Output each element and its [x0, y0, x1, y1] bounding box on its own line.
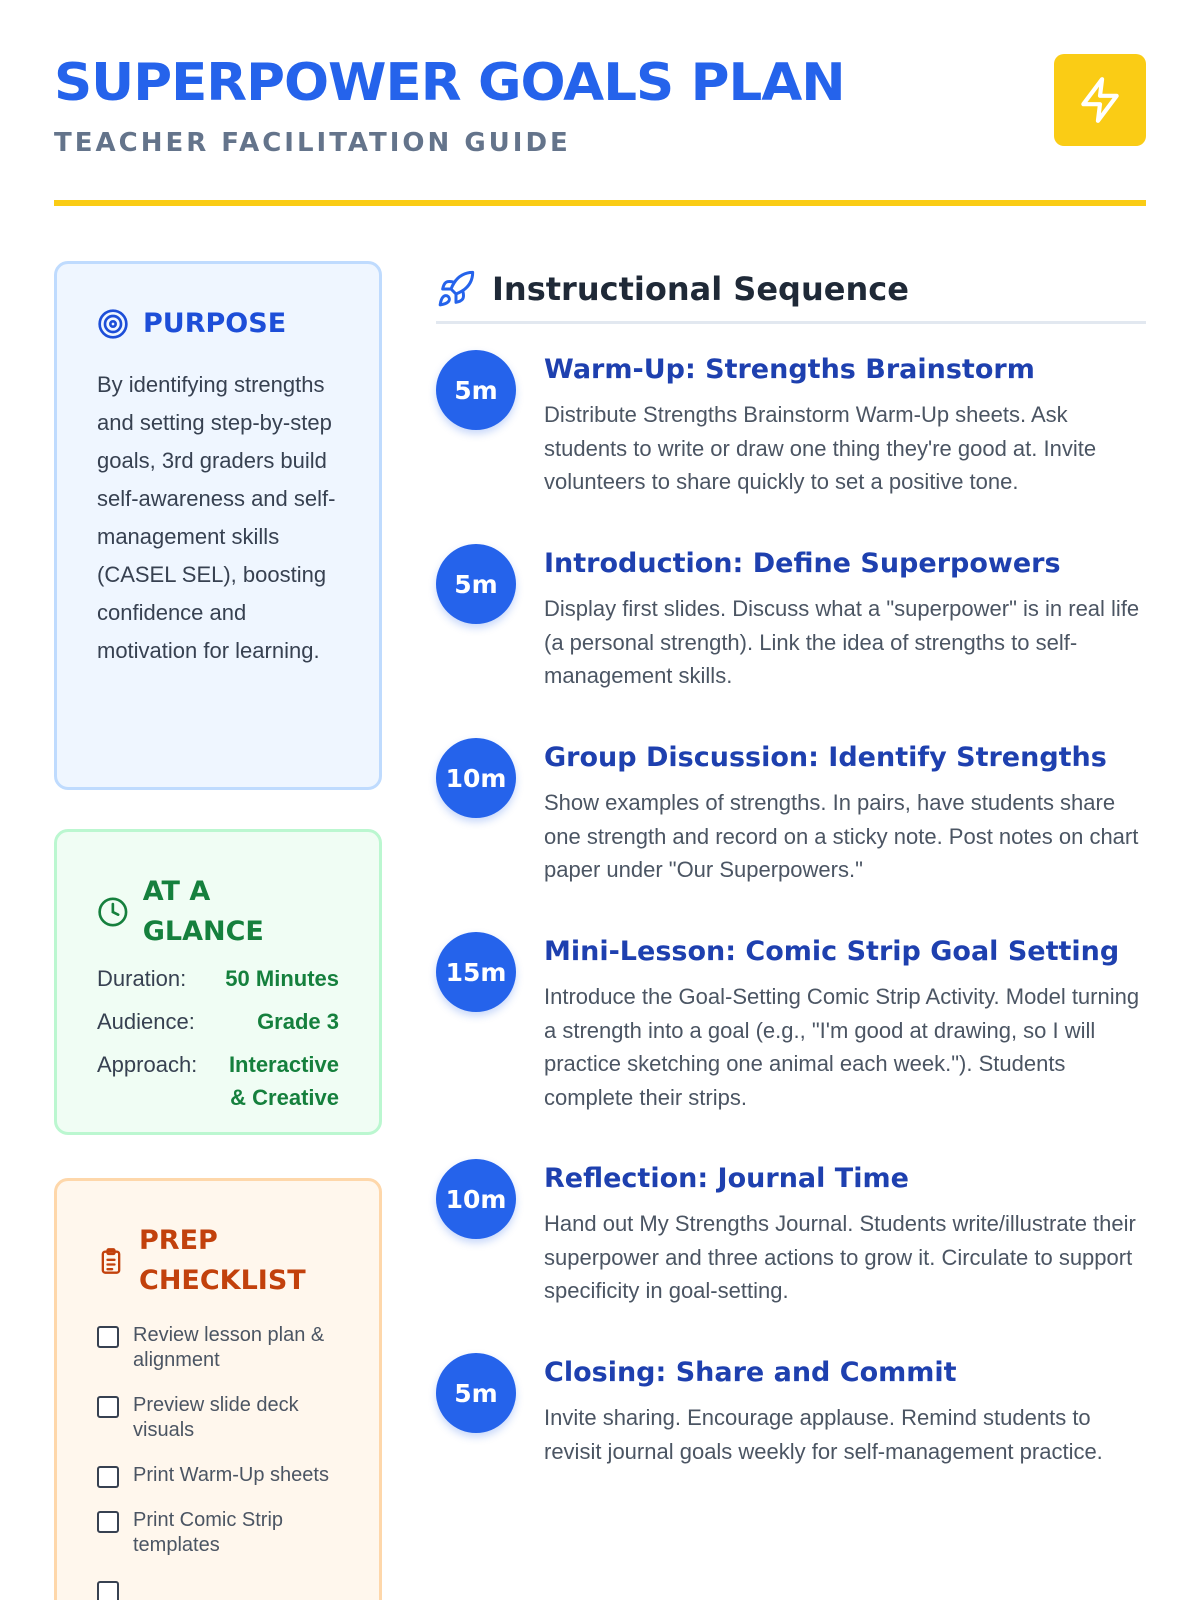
step-body — [544, 1355, 1146, 1468]
glance-value: Interactive & Creative — [228, 1052, 339, 1110]
glance-row-duration — [97, 962, 339, 995]
step-body — [544, 740, 1146, 887]
prep-item-label: Print Warm-Up sheets — [133, 1464, 329, 1486]
target-icon — [97, 308, 129, 340]
purpose-card — [54, 261, 382, 790]
step-title: Group Discussion: Identify Strengths — [544, 742, 1107, 773]
step-title: Introduction: Define Superpowers — [544, 548, 1061, 579]
glance-heading — [97, 872, 339, 952]
step-description: Invite sharing. Encourage applause. Remind students to revisit journal goals weekly for self-management practice. — [544, 1405, 1103, 1464]
list-item[interactable] — [97, 1463, 339, 1488]
sequence-heading — [436, 260, 1146, 324]
page-title: SUPERPOWER GOALS PLAN — [54, 53, 845, 113]
glance-label: Audience: — [97, 1009, 195, 1034]
glance-row-audience — [97, 1005, 339, 1038]
at-a-glance-card — [54, 829, 382, 1135]
page-subtitle: TEACHER FACILITATION GUIDE — [54, 128, 571, 158]
prep-item-label: Preview slide deck visuals — [133, 1394, 299, 1441]
header-divider — [54, 200, 1146, 206]
prep-list — [97, 1323, 339, 1600]
step-title: Closing: Share and Commit — [544, 1357, 957, 1388]
checkbox[interactable] — [97, 1511, 119, 1533]
rocket-icon — [436, 269, 476, 309]
prep-checklist-card — [54, 1178, 382, 1600]
list-item[interactable] — [97, 1508, 339, 1558]
checkbox[interactable] — [97, 1396, 119, 1418]
step-time: 5m — [436, 350, 516, 430]
step-title: Warm-Up: Strengths Brainstorm — [544, 354, 1035, 385]
purpose-heading — [97, 304, 339, 344]
purpose-text: By identifying strengths and setting step-by-step goals, 3rd graders build self-awareness and self-management skills (CASEL SEL), boosting confidence and motivation for learning. — [97, 372, 336, 663]
list-item[interactable] — [97, 1323, 339, 1373]
glance-label: Duration: — [97, 966, 187, 991]
checkbox[interactable] — [97, 1466, 119, 1488]
step-description: Hand out My Strengths Journal. Students write/illustrate their superpower and three actions to grow it. Circulate to support specificity in goal-setting. — [544, 1211, 1136, 1303]
lightning-badge — [1054, 54, 1146, 146]
step-description: Display first slides. Discuss what a "superpower" is in real life (a personal strength). Link the idea of strengths to self-management skills. — [544, 596, 1140, 688]
step-time: 10m — [436, 1159, 516, 1239]
step-title: Reflection: Journal Time — [544, 1163, 909, 1194]
clock-icon — [97, 896, 129, 928]
glance-label: Approach: — [97, 1052, 198, 1077]
glance-value: Grade 3 — [257, 1009, 339, 1034]
step-time: 5m — [436, 1353, 516, 1433]
step-description: Distribute Strengths Brainstorm Warm-Up sheets. Ask students to write or draw one thing they're good at. Invite volunteers to share quickly to set a positive tone. — [544, 402, 1097, 494]
step-body — [544, 934, 1146, 1114]
prep-item-label: Review lesson plan & alignment — [133, 1324, 325, 1371]
checkbox[interactable] — [97, 1326, 119, 1348]
step-description: Show examples of strengths. In pairs, have students share one strength and record on a sticky note. Post notes on chart paper under "Our Superpowers." — [544, 790, 1139, 882]
checkbox[interactable] — [97, 1581, 119, 1600]
clipboard-icon — [97, 1247, 125, 1275]
page-header — [54, 52, 1146, 208]
step-description: Introduce the Goal-Setting Comic Strip Activity. Model turning a strength into a goal (e.g., "I'm good at drawing, so I will practice sketching one animal each week."). Students complete their strips. — [544, 984, 1140, 1110]
sequence-title: Instructional Sequence — [492, 269, 909, 308]
step-time: 15m — [436, 932, 516, 1012]
step-body — [544, 546, 1146, 693]
step-title: Mini-Lesson: Comic Strip Goal Setting — [544, 936, 1120, 967]
glance-value: 50 Minutes — [225, 966, 339, 991]
prep-heading — [97, 1221, 339, 1301]
purpose-heading-text: PURPOSE — [143, 308, 287, 339]
glance-heading-text: AT A GLANCE — [142, 876, 264, 947]
list-item[interactable] — [97, 1393, 339, 1443]
step-body — [544, 1161, 1146, 1308]
lightning-icon — [1075, 75, 1125, 125]
step-time: 10m — [436, 738, 516, 818]
prep-heading-text: PREP CHECKLIST — [139, 1225, 306, 1296]
glance-row-approach — [97, 1048, 339, 1114]
prep-item-label: Print Comic Strip templates — [133, 1509, 284, 1556]
step-body — [544, 352, 1146, 499]
step-time: 5m — [436, 544, 516, 624]
list-item[interactable] — [97, 1578, 339, 1600]
